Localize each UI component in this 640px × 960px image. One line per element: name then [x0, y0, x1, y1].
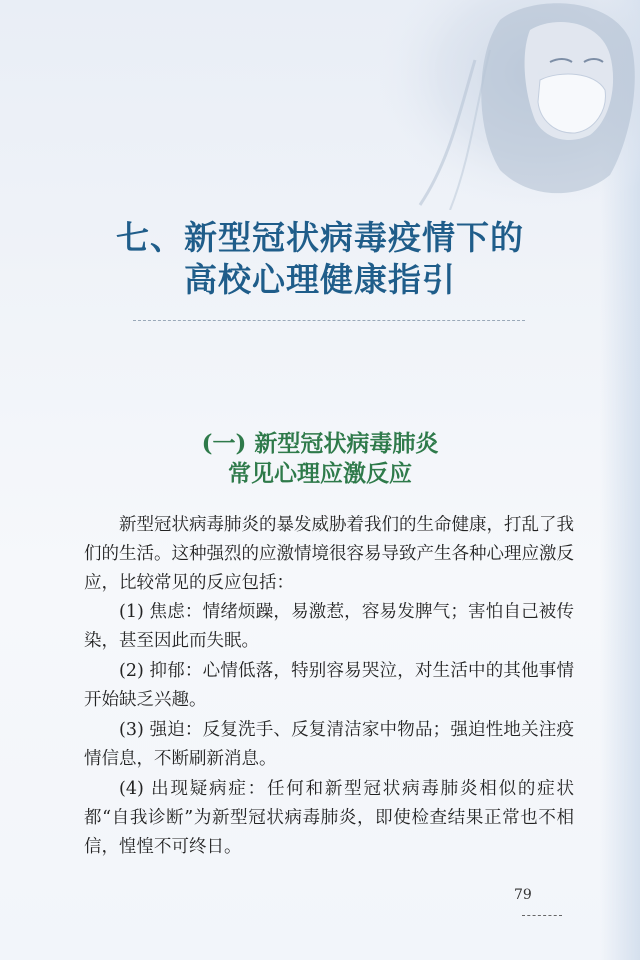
page-number: 79: [514, 887, 532, 903]
item-depression: (2) 抑郁：心情低落，特别容易哭泣，对生活中的其他事情开始缺乏兴趣。: [84, 661, 574, 710]
chapter-title-line2: 高校心理健康指引: [184, 260, 456, 299]
title-divider: [133, 320, 525, 321]
item-anxiety: (1) 焦虑：情绪烦躁，易激惹，容易发脾气；害怕自己被传染，甚至因此而失眠。: [84, 602, 574, 651]
intro-paragraph: 新型冠状病毒肺炎的暴发威胁着我们的生命健康，打乱了我们的生活。这种强烈的应激情境很容易导致产生各种心理应激反应，比较常见的反应包括：: [84, 515, 574, 593]
page-number-rule: [522, 915, 562, 916]
item-compulsion: (3) 强迫：反复洗手、反复清洁家中物品；强迫性地关注疫情信息，不断刷新消息。: [84, 720, 574, 769]
masked-woman-image: [380, 0, 640, 210]
section-title-line2: 常见心理应激反应: [228, 460, 412, 487]
chapter-title-line1: 七、新型冠状病毒疫情下的: [116, 218, 524, 257]
item-hypochondria: (4) 出现疑病症：任何和新型冠状病毒肺炎相似的症状都“自我诊断”为新型冠状病毒肺炎，即使检查结果正常也不相信，惶惶不可终日。: [84, 779, 574, 857]
section-title-line1: (一) 新型冠状病毒肺炎: [201, 430, 439, 457]
